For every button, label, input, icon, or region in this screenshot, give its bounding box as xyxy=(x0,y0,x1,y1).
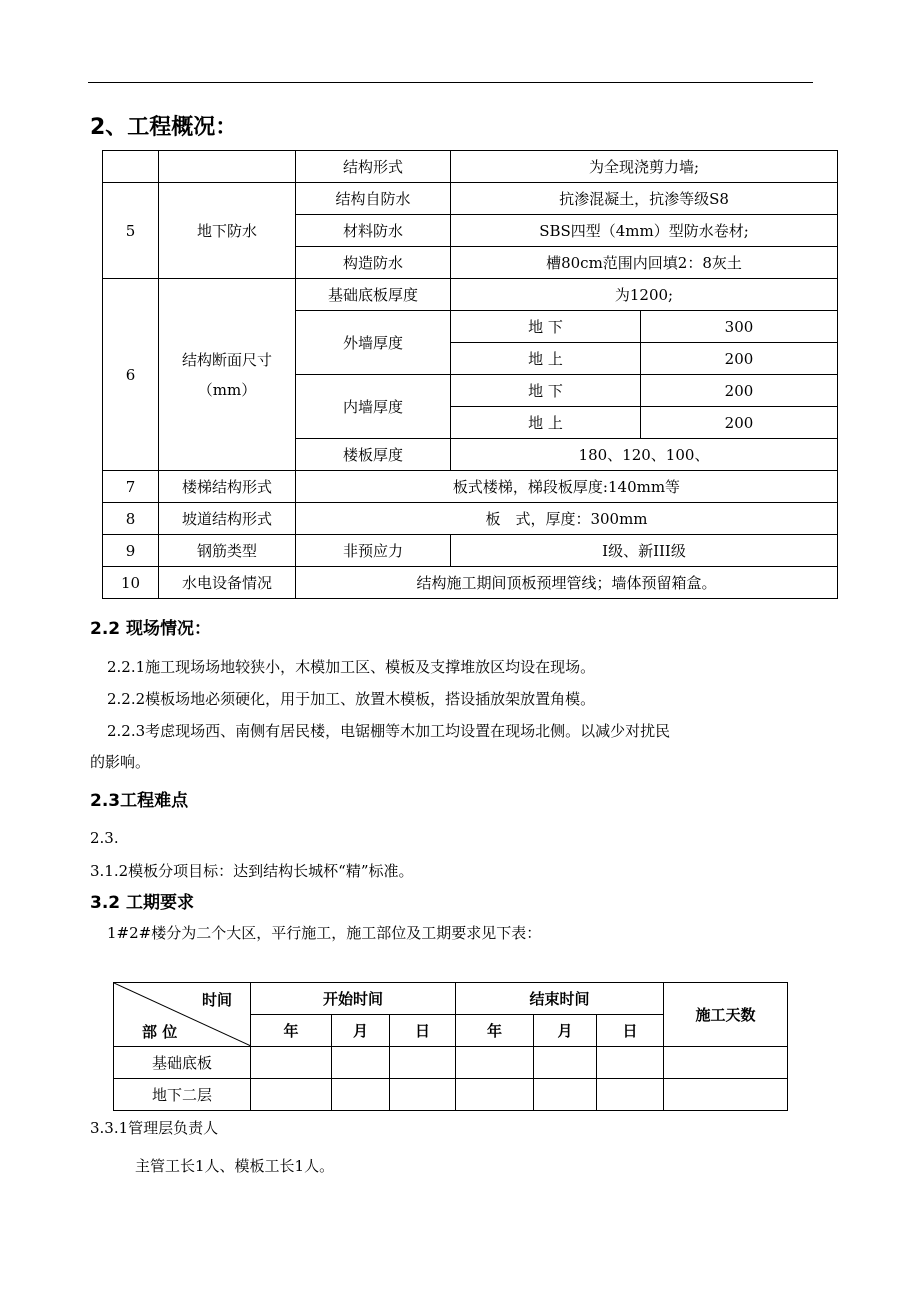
value-cell: 槽80cm范围内回填2：8灰土 xyxy=(451,247,838,279)
no-cell: 7 xyxy=(103,471,159,503)
item-cell: 外墙厚度 xyxy=(296,311,451,375)
empty-cell xyxy=(390,1079,456,1111)
item-cell: 楼板厚度 xyxy=(296,439,451,471)
empty-cell xyxy=(597,1047,664,1079)
section-heading-2-2: 2.2 现场情况： xyxy=(90,619,212,639)
value-cell: 200 xyxy=(641,375,838,407)
empty-cell xyxy=(251,1047,332,1079)
table-row xyxy=(103,567,838,599)
start-time-header: 开始时间 xyxy=(251,983,456,1015)
empty-cell xyxy=(332,1047,390,1079)
value-cell: 300 xyxy=(641,311,838,343)
empty-cell xyxy=(534,1047,597,1079)
name-text: 结构断面尺寸 xyxy=(181,350,272,369)
empty-cell xyxy=(456,1079,534,1111)
name-cell xyxy=(159,151,296,183)
paragraph: 2.2.1施工现场场地较狭小，木模加工区、模板及支撑堆放区均设在现场。 xyxy=(107,658,596,676)
table-row xyxy=(114,983,788,1015)
value-cell: 结构施工期间顶板预埋管线；墙体预留箱盒。 xyxy=(296,567,838,599)
empty-cell xyxy=(597,1079,664,1111)
day-header: 日 xyxy=(597,1015,664,1047)
paragraph: 的影响。 xyxy=(90,753,151,771)
name-cell: 坡道结构形式 xyxy=(159,503,296,535)
days-header: 施工天数 xyxy=(664,983,788,1047)
schedule-table xyxy=(113,982,788,1111)
value-cell: 板式楼梯，梯段板厚度:140mm等 xyxy=(296,471,838,503)
item-cell: 材料防水 xyxy=(296,215,451,247)
sub-item-cell: 地 下 xyxy=(451,311,641,343)
end-time-header: 结束时间 xyxy=(456,983,664,1015)
position-label: 部 位 xyxy=(142,1023,178,1041)
name-cell: 钢筋类型 xyxy=(159,535,296,567)
item-cell: 非预应力 xyxy=(296,535,451,567)
no-cell: 10 xyxy=(103,567,159,599)
value-cell: 200 xyxy=(641,407,838,439)
item-cell: 结构形式 xyxy=(296,151,451,183)
sub-item-cell: 地 下 xyxy=(451,375,641,407)
table-row xyxy=(103,503,838,535)
table-row xyxy=(114,1079,788,1111)
empty-cell xyxy=(390,1047,456,1079)
project-overview-table xyxy=(102,150,838,599)
name-cell: 地下防水 xyxy=(159,183,296,279)
diagonal-header-cell xyxy=(114,983,251,1047)
position-cell: 地下二层 xyxy=(114,1079,251,1111)
empty-cell xyxy=(534,1079,597,1111)
value-cell: 180、120、100、 xyxy=(451,439,838,471)
item-cell: 构造防水 xyxy=(296,247,451,279)
month-header: 月 xyxy=(534,1015,597,1047)
section-heading-3-2: 3.2 工期要求 xyxy=(90,893,195,913)
sub-item-cell: 地 上 xyxy=(451,407,641,439)
no-cell: 6 xyxy=(103,279,159,471)
section-title: 2、工程概况： xyxy=(90,115,238,140)
empty-cell xyxy=(664,1079,788,1111)
table-row xyxy=(103,471,838,503)
year-header: 年 xyxy=(456,1015,534,1047)
header-rule xyxy=(88,82,813,83)
empty-cell xyxy=(664,1047,788,1079)
value-cell: SBS四型（4mm）型防水卷材; xyxy=(451,215,838,247)
name-cell: 楼梯结构形式 xyxy=(159,471,296,503)
empty-cell xyxy=(251,1079,332,1111)
table-row xyxy=(103,183,838,215)
empty-cell xyxy=(332,1079,390,1111)
paragraph: 2.3. xyxy=(90,829,119,847)
unit-text: （mm） xyxy=(197,380,257,399)
value-cell: 板 式，厚度：300mm xyxy=(296,503,838,535)
name-cell: 水电设备情况 xyxy=(159,567,296,599)
table-row xyxy=(103,151,838,183)
paragraph: 3.1.2模板分项目标：达到结构长城杯“精”标准。 xyxy=(90,862,414,880)
position-cell: 基础底板 xyxy=(114,1047,251,1079)
table-row xyxy=(103,535,838,567)
no-cell xyxy=(103,151,159,183)
time-label: 时间 xyxy=(201,991,232,1009)
table-row xyxy=(103,279,838,311)
sub-item-cell: 地 上 xyxy=(451,343,641,375)
paragraph: 1#2#楼分为二个大区，平行施工，施工部位及工期要求见下表： xyxy=(107,924,542,942)
name-cell xyxy=(159,279,296,471)
no-cell: 5 xyxy=(103,183,159,279)
value-cell: 200 xyxy=(641,343,838,375)
paragraph: 3.3.1管理层负责人 xyxy=(90,1119,219,1137)
no-cell: 8 xyxy=(103,503,159,535)
item-cell: 结构自防水 xyxy=(296,183,451,215)
value-cell: 为1200; xyxy=(451,279,838,311)
no-cell: 9 xyxy=(103,535,159,567)
paragraph: 2.2.2模板场地必须硬化，用于加工、放置木模板，搭设插放架放置角模。 xyxy=(107,690,596,708)
item-cell: 基础底板厚度 xyxy=(296,279,451,311)
day-header: 日 xyxy=(390,1015,456,1047)
paragraph: 2.2.3考虑现场西、南侧有居民楼，电锯棚等木加工均设置在现场北侧。以减少对扰民 xyxy=(107,722,671,740)
month-header: 月 xyxy=(332,1015,390,1047)
value-cell: 为全现浇剪力墙; xyxy=(451,151,838,183)
value-cell: 抗渗混凝土，抗渗等级S8 xyxy=(451,183,838,215)
value-cell: I级、新III级 xyxy=(451,535,838,567)
year-header: 年 xyxy=(251,1015,332,1047)
paragraph: 主管工长1人、模板工长1人。 xyxy=(135,1157,335,1175)
empty-cell xyxy=(456,1047,534,1079)
section-heading-2-3: 2.3工程难点 xyxy=(90,791,189,811)
item-cell: 内墙厚度 xyxy=(296,375,451,439)
table-row xyxy=(114,1047,788,1079)
